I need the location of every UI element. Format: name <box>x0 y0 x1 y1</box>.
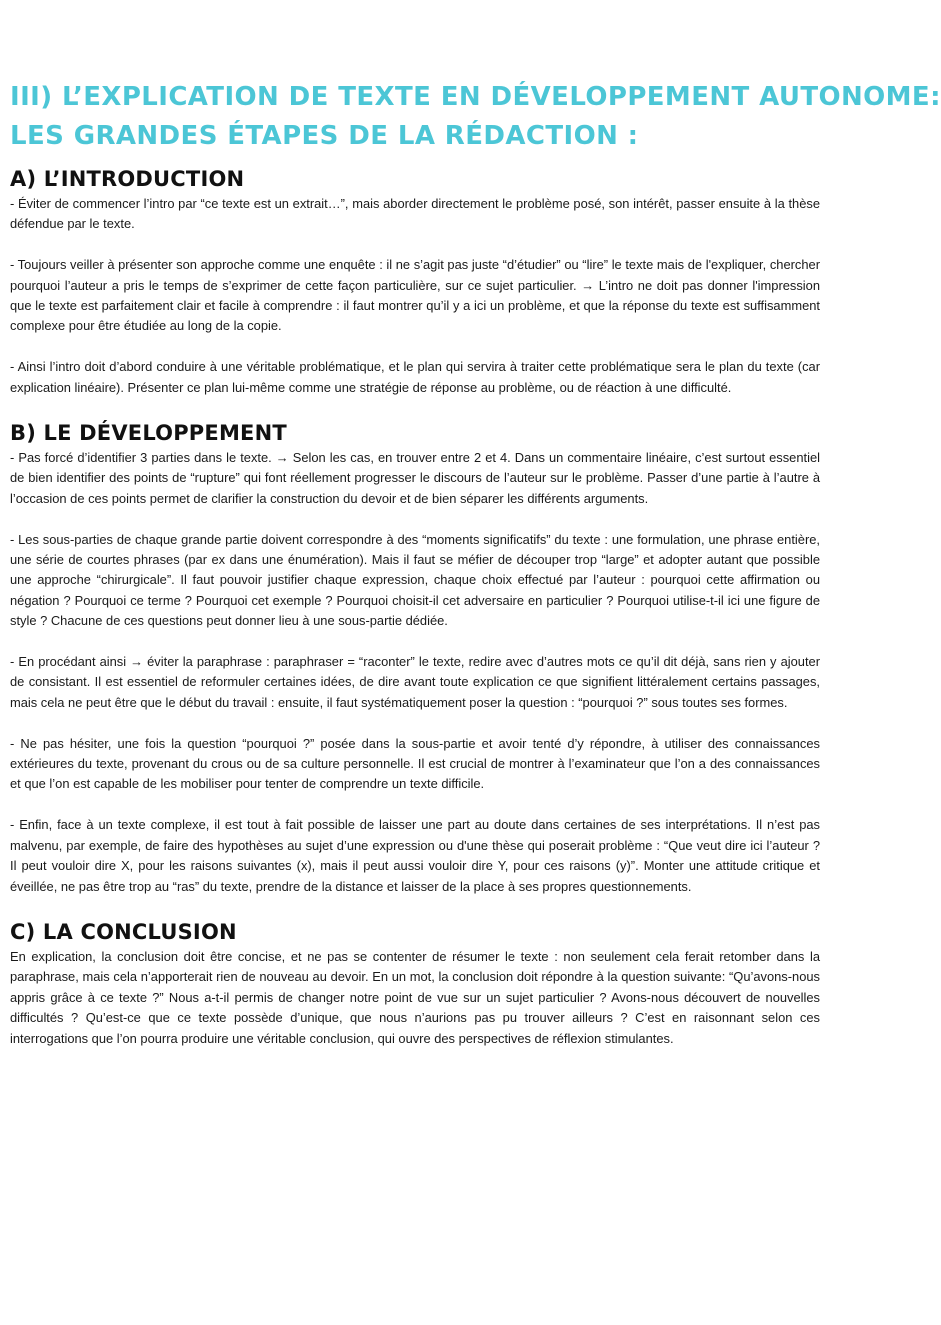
page-title-line-2: LES GRANDES ÉTAPES DE LA RÉDACTION : <box>10 121 639 151</box>
section-heading: B) LE DÉVELOPPEMENT <box>10 421 287 446</box>
page-title <box>10 78 941 156</box>
paragraph: - En procédant ainsi → éviter la paraphrase : paraphraser = “raconter” le texte, redire avec d’autres mots ce qu’il dit déjà, sans rien y ajouter de consistant. Il est essentiel de reformuler certaines idées, de dire avant toute explication ce que signifient littéralement certains passages, mais cela ne peut être que le début du travail : ensuite, il faut systématiquement poser la question : “pourquoi ?” sous toutes ses formes. <box>10 654 820 710</box>
paragraph: En explication, la conclusion doit être concise, et ne pas se contenter de résumer le texte : non seulement cela ferait retomber dans la paraphrase, mais cela n’apporterait rien de nouveau au devoir. En un mot, la conclusion doit répondre à la question suivante: “Qu’avons-nous appris grâce à ce texte ?” Nous a-t-il permis de changer notre point de vue sur un sujet particulier ? Avons-nous découvert de nouvelles difficultés ? Qu’est-ce que ce texte possède d’unique, que nous n’aurions pas pu trouver ailleurs ? C’est en raisonnant selon ces interrogations que l’on pourra produire une véritable conclusion, qui ouvre des perspectives de réflexion stimulantes. <box>10 948 820 1046</box>
paragraph: - Ne pas hésiter, une fois la question “pourquoi ?” posée dans la sous-partie et avoir tenté d’y répondre, à utiliser des connaissances extérieures du texte, provenant du crous ou de sa culture personnelle. Il est crucial de montrer à l’examinateur que l’on a des connaissances et que l’on est capable de les mobiliser pour tenter de comprendre un texte difficile. <box>10 735 820 792</box>
section-heading: A) L’INTRODUCTION <box>10 167 245 191</box>
section-heading: C) LA CONCLUSION <box>10 919 237 944</box>
paragraph: - Les sous-parties de chaque grande partie doivent correspondre à des “moments significatifs” du texte : une formulation, une phrase entière, une série de courtes phrases (par ex dans une énumération). Mais il faut se méfier de découper trop “large” et adopter autant que possible une approche “chirurgicale”. Il faut pouvoir justifier chaque expression, chaque choix effectué par l’auteur : pourquoi cette affirmation ou négation ? Pourquoi ce terme ? Pourquoi cet exemple ? Pourquoi choisit-il cet adversaire en particulier ? Pourquoi utilise-t-il ici une figure de style ? Chacune de ces questions peut donner lieu à une sous-partie dédiée. <box>10 531 820 629</box>
section-conclusion <box>10 917 820 1049</box>
section-developpement <box>10 418 820 897</box>
section-introduction <box>10 164 820 398</box>
paragraph: - Pas forcé d’identifier 3 parties dans le texte. → Selon les cas, en trouver entre 2 et 4. Dans un commentaire linéaire, c’est surtout essentiel de bien identifier des points de “rupture” qui font réellement progresser le discours de l’auteur sur le problème. Passer d’une partie à l’autre à l’occasion de ces points permet de clarifier la construction du devoir et de bien séparer les différents arguments. <box>10 450 820 506</box>
paragraph: - Ainsi l’intro doit d’abord conduire à une véritable problématique, et le plan qui servira à traiter cette problématique sera le plan du texte (car explication linéaire). Présenter ce plan lui-même comme une stratégie de réponse au problème, ou de réaction à une difficulté. <box>10 359 820 395</box>
paragraph: - Toujours veiller à présenter son approche comme une enquête : il ne s’agit pas juste “d’étudier” ou “lire” le texte mais de l'expliquer, chercher pourquoi l’auteur a pris le temps de s’exprimer de cette façon particulière, sur ce sujet particulier. → L’intro ne doit pas donner l'impression que le texte est parfaitement clair et facile à comprendre : il faut montrer qu’il y a ici un problème, et que la réponse du texte est suffisamment complexe pour être étudiée au long de la copie. <box>10 257 820 334</box>
paragraph: - Enfin, face à un texte complexe, il est tout à fait possible de laisser une part au doute dans certaines de ses interprétations. Il n’est pas malvenu, par exemple, de faire des hypothèses au sujet d’une expression ou d'une thèse qui poserait problème : “Que veut dire ici l’auteur ? Il peut vouloir dire X, pour les raisons suivantes (x), mais il peut aussi vouloir dire Y, pour ces raisons (y)”. Monter une attitude critique et éveillée, ne pas être trop au “ras” du texte, prendre de la distance et laisser de la place à ses propres questionnements. <box>10 817 820 894</box>
page-title-line-1: III) L’EXPLICATION DE TEXTE EN DÉVELOPPEMENT AUTONOME: <box>10 82 941 112</box>
paragraph: - Éviter de commencer l’intro par “ce texte est un extrait…”, mais aborder directement le problème posé, son intérêt, passer ensuite à la thèse défendue par le texte. <box>10 196 820 232</box>
document-page <box>10 78 941 1049</box>
